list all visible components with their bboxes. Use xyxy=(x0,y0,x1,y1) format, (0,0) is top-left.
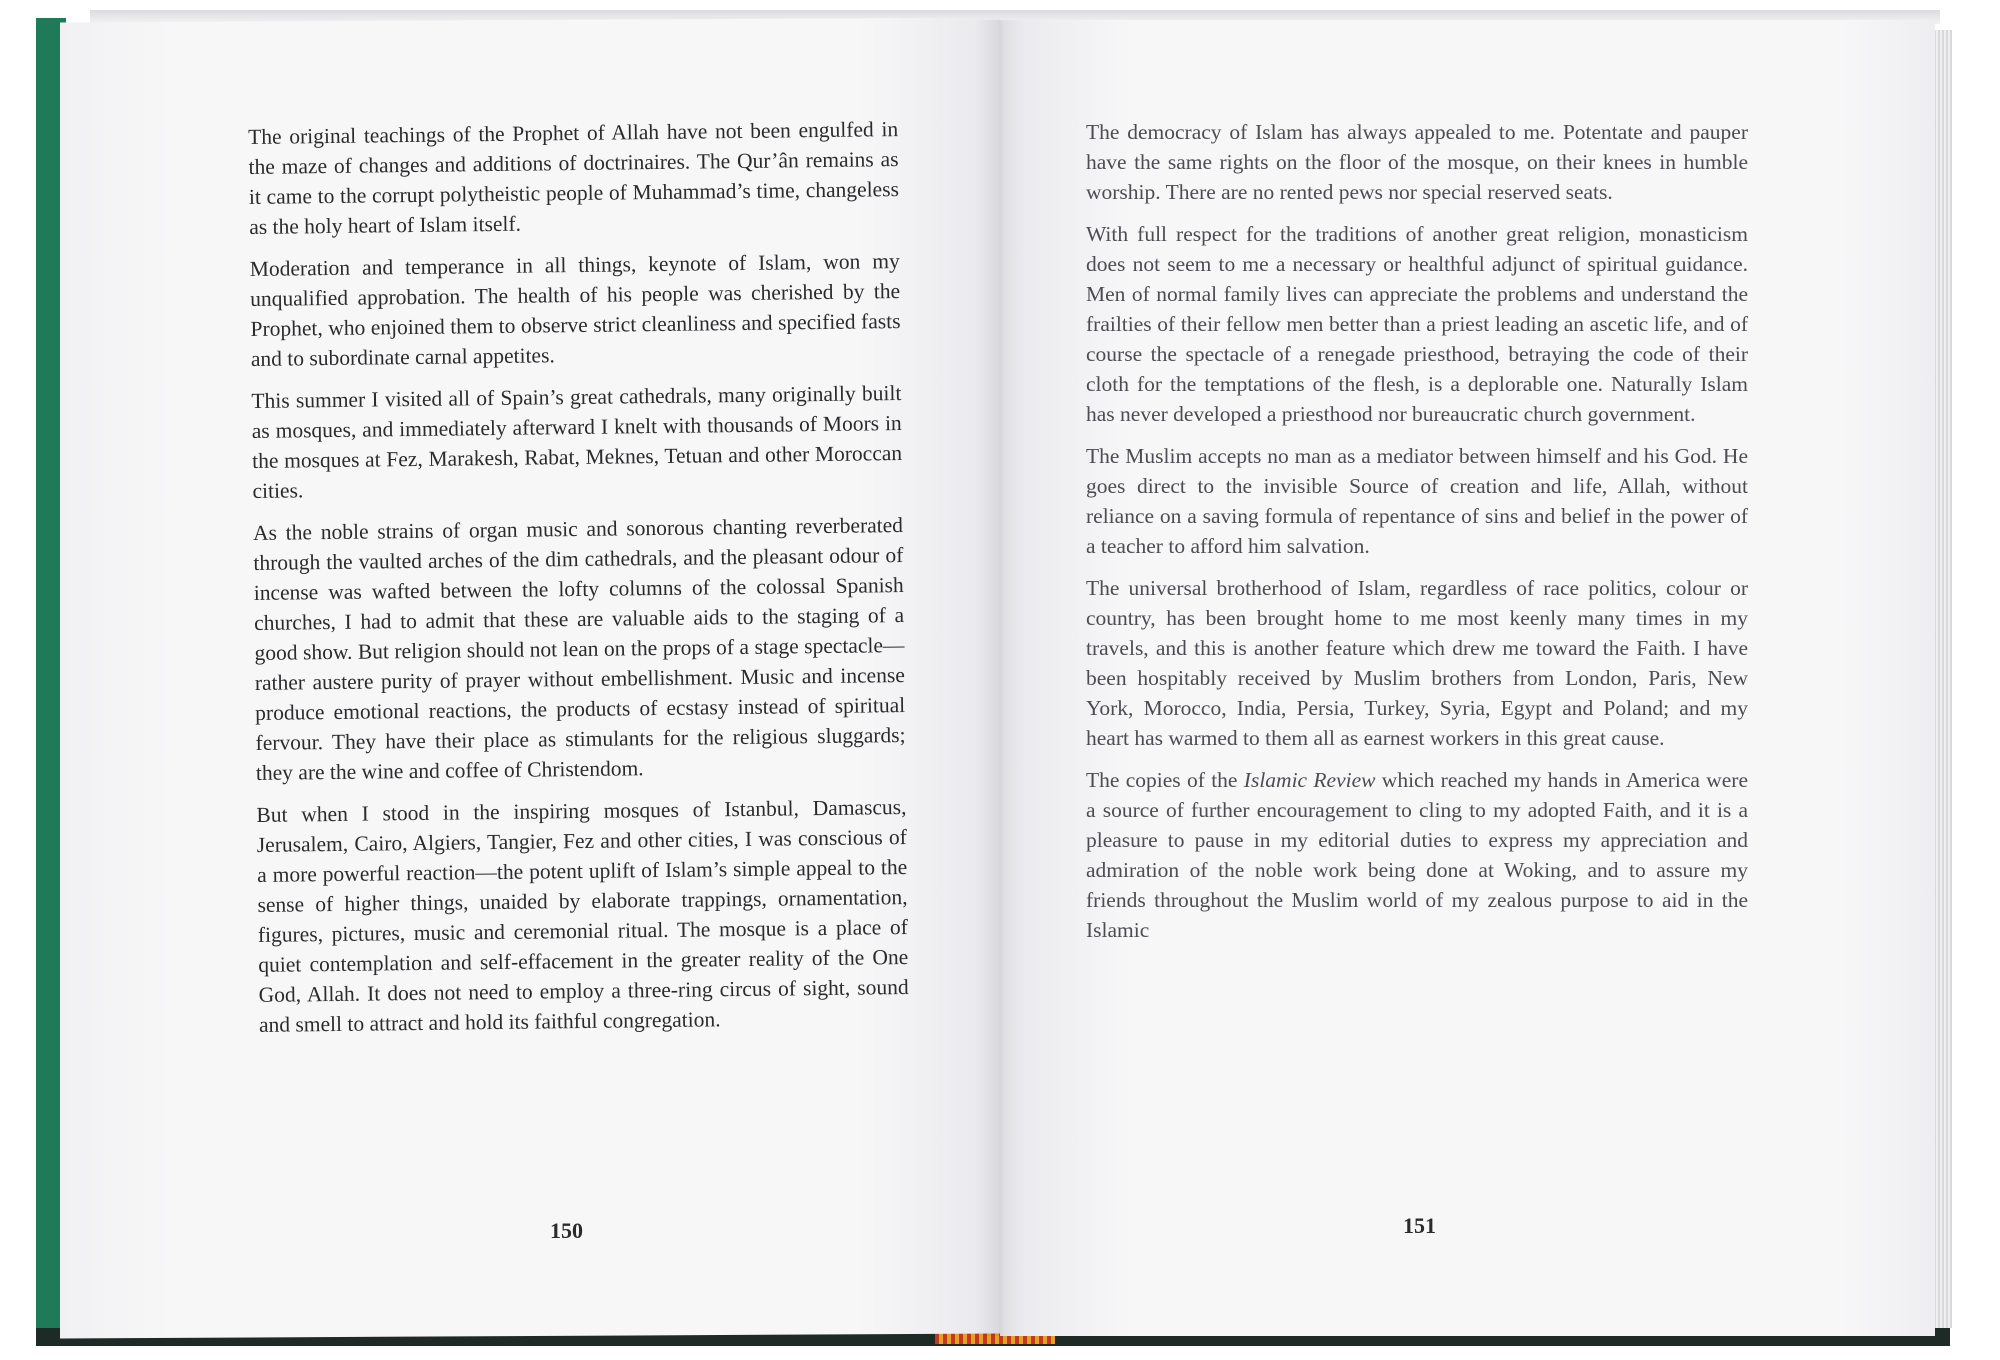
right-page-text xyxy=(1086,117,1748,957)
page-number-left: 150 xyxy=(550,1218,583,1243)
paragraph: The universal brotherhood of Islam, regardless of race politics, colour or country, has been brought home to me most keenly many times in my travels, and this is another feature which drew me toward the Faith. I have been hospitably received by Muslim brothers from London, Paris, New York, Morocco, India, Persia, Turkey, Syria, Egypt and Poland; and my heart has warmed to them all as earnest workers in this great cause. xyxy=(1086,576,1748,750)
paragraph: The Muslim accepts no man as a mediator between himself and his God. He goes direct to the invisible Source of creation and life, Allah, without reliance on a saving formula of repentance of sins and belief in the power of a teacher to afford him salvation. xyxy=(1086,444,1748,558)
publication-title: Islamic Review xyxy=(1243,768,1376,792)
paragraph: But when I stood in the inspiring mosques of Istanbul, Damascus, Jerusalem, Cairo, Algiers, Tangier, Fez and other cities, I was conscious of a more powerful reaction—the potent uplift of Islam’s simple appeal to the sense of higher things, unaided by elaborate trappings, ornamentation, figures, pictures, music and ceremonial ritual. The mosque is a place of quiet contemplation and self-effacement in the greater reality of the One God, Allah. It does not need to employ a three-ring circus of sight, sound and smell to attract and hold its faithful congregation. xyxy=(256,795,909,1037)
page-number-right: 151 xyxy=(1403,1213,1436,1238)
paragraph: With full respect for the traditions of another great religion, monasticism does not seem to me a necessary or healthful adjunct of spiritual guidance. Men of normal family lives can appreciate the problems and understand the frailties of their fellow men better than a priest leading an ascetic life, and of course the spectacle of a renegade priesthood, betraying the code of their cloth for the temptations of the flesh, is a deplorable one. Naturally Islam has never developed a priesthood nor bureaucratic church government. xyxy=(1086,222,1748,426)
paragraph: The original teachings of the Prophet of Allah have not been engulfed in the maze of changes and additions of doctrinaires. The Qur’ân remains as it came to the corrupt polytheistic people of Muhammad’s time, changeless as the holy heart of Islam itself. xyxy=(248,117,900,239)
paragraph-start: The copies of the xyxy=(1086,768,1244,792)
paragraph: As the noble strains of organ music and sonorous chanting reverberated through the vaulted arches of the dim cathedrals, and the pleasant odour of incense was wafted between the lofty columns of the colossal Spanish churches, I had to admit that these are valuable aids to the staging of a good show. But religion should not lean on the props of a stage spectacle—rather austere purity of prayer without embellishment. Music and incense produce emotional reactions, the products of ecstasy instead of spiritual fervour. They have their place as stimulants for the religious sluggards; they are the wine and coffee of Christendom. xyxy=(252,513,906,785)
paragraph-rest: which reached my hands in America were a source of further encouragement to cling to my adopted Faith, and it is a pleasure to pause in my editorial duties to express my appreciation and admiration of the noble work being done at Woking, and to assure my friends throughout the Muslim world of my zealous purpose to aid in the Islamic xyxy=(1086,768,1749,942)
paragraph-islamic-review xyxy=(1086,765,1748,945)
paragraph: This summer I visited all of Spain’s great cathedrals, many originally built as mosques, and immediately afterward I knelt with thousands of Moors in the mosques at Fez, Marakesh, Rabat, Meknes, Tetuan and other Moroccan cities. xyxy=(251,381,903,503)
book-gutter xyxy=(975,20,1025,1336)
paragraph: Moderation and temperance in all things, keynote of Islam, won my unqualified approbation. The health of his people was cherished by the Prophet, who enjoined them to observe strict cleanliness and specified fasts and to subordinate carnal appetites. xyxy=(249,249,901,371)
left-page-text xyxy=(248,114,909,1052)
paragraph: The democracy of Islam has always appealed to me. Potentate and pauper have the same rights on the floor of the mosque, on their knees in humble worship. There are no rented pews nor special reserved seats. xyxy=(1086,120,1748,204)
